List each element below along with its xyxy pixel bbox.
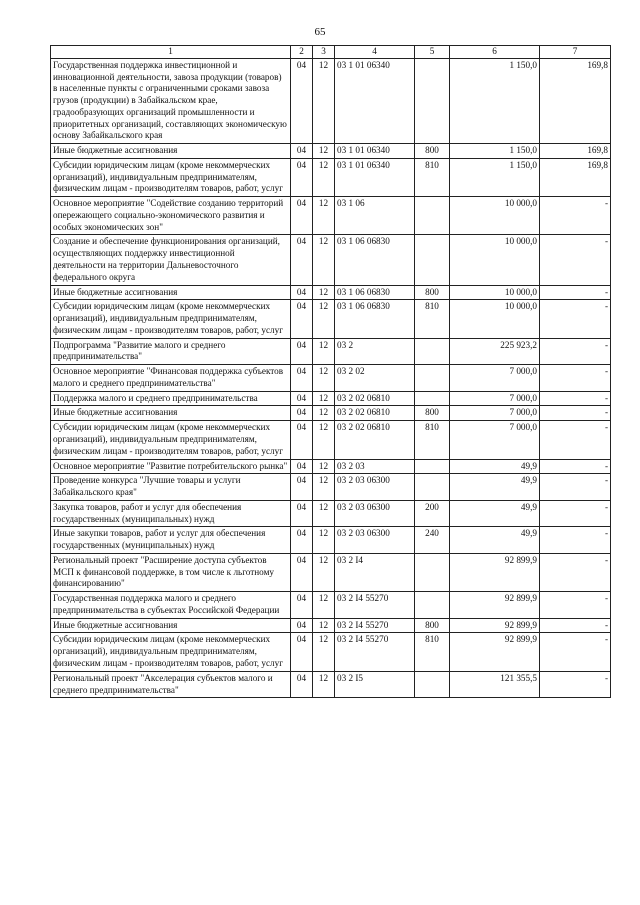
amount-executed: - — [540, 553, 611, 591]
amount-executed: - — [540, 197, 611, 235]
subsection-code: 12 — [313, 527, 335, 554]
item-name: Государственная поддержка малого и среднего предпринимательства в субъектах Российской Федерации — [51, 592, 291, 619]
table-row — [51, 592, 611, 619]
item-name: Закупка товаров, работ и услуг для обеспечения государственных (муниципальных) нужд — [51, 500, 291, 527]
table-row — [51, 300, 611, 338]
item-name: Основное мероприятие "Содействие созданию территорий опережающего социально-экономического развития и особых экономических зон" — [51, 197, 291, 235]
table-row — [51, 158, 611, 196]
target-article-code: 03 2 02 06810 — [335, 421, 415, 459]
amount: 7 000,0 — [450, 391, 540, 406]
expense-type-code — [415, 459, 450, 474]
amount: 92 899,9 — [450, 553, 540, 591]
item-name: Основное мероприятие "Развитие потребительского рынка" — [51, 459, 291, 474]
subsection-code: 12 — [313, 633, 335, 671]
item-name: Региональный проект "Акселерация субъектов малого и среднего предпринимательства" — [51, 671, 291, 698]
target-article-code: 03 2 I4 55270 — [335, 618, 415, 633]
section-code: 04 — [291, 459, 313, 474]
subsection-code: 12 — [313, 500, 335, 527]
section-code: 04 — [291, 406, 313, 421]
expense-type-code: 810 — [415, 633, 450, 671]
amount: 10 000,0 — [450, 235, 540, 285]
table-row — [51, 338, 611, 365]
expense-type-code — [415, 391, 450, 406]
col-header: 5 — [415, 46, 450, 59]
col-header: 3 — [313, 46, 335, 59]
table-row — [51, 365, 611, 392]
subsection-code: 12 — [313, 158, 335, 196]
table-row — [51, 553, 611, 591]
table-row — [51, 459, 611, 474]
target-article-code: 03 2 03 06300 — [335, 474, 415, 501]
item-name: Иные бюджетные ассигнования — [51, 285, 291, 300]
amount: 7 000,0 — [450, 365, 540, 392]
target-article-code: 03 1 01 06340 — [335, 144, 415, 159]
amount: 7 000,0 — [450, 421, 540, 459]
expense-type-code — [415, 671, 450, 698]
expense-type-code — [415, 197, 450, 235]
target-article-code: 03 2 I4 55270 — [335, 633, 415, 671]
section-code: 04 — [291, 197, 313, 235]
amount-executed: 169,8 — [540, 144, 611, 159]
table-row — [51, 285, 611, 300]
target-article-code: 03 2 I4 55270 — [335, 592, 415, 619]
amount-executed: - — [540, 671, 611, 698]
section-code: 04 — [291, 285, 313, 300]
subsection-code: 12 — [313, 618, 335, 633]
expense-type-code: 810 — [415, 300, 450, 338]
amount-executed: - — [540, 338, 611, 365]
expense-type-code — [415, 592, 450, 619]
table-row — [51, 474, 611, 501]
amount-executed: - — [540, 300, 611, 338]
amount: 1 150,0 — [450, 58, 540, 143]
subsection-code: 12 — [313, 235, 335, 285]
target-article-code: 03 2 03 06300 — [335, 500, 415, 527]
target-article-code: 03 2 I4 — [335, 553, 415, 591]
section-code: 04 — [291, 235, 313, 285]
amount: 49,9 — [450, 500, 540, 527]
target-article-code: 03 2 02 — [335, 365, 415, 392]
section-code: 04 — [291, 527, 313, 554]
section-code: 04 — [291, 553, 313, 591]
amount: 92 899,9 — [450, 633, 540, 671]
subsection-code: 12 — [313, 553, 335, 591]
item-name: Региональный проект "Расширение доступа субъектов МСП к финансовой поддержке, в том числе к льготному финансированию" — [51, 553, 291, 591]
col-header: 4 — [335, 46, 415, 59]
table-row — [51, 421, 611, 459]
item-name: Основное мероприятие "Финансовая поддержка субъектов малого и среднего предпринимательства" — [51, 365, 291, 392]
section-code: 04 — [291, 633, 313, 671]
expense-type-code — [415, 338, 450, 365]
amount: 225 923,2 — [450, 338, 540, 365]
amount-executed: - — [540, 459, 611, 474]
amount: 7 000,0 — [450, 406, 540, 421]
amount-executed: 169,8 — [540, 158, 611, 196]
col-header: 1 — [51, 46, 291, 59]
amount-executed: - — [540, 618, 611, 633]
amount: 49,9 — [450, 527, 540, 554]
amount-executed: - — [540, 406, 611, 421]
amount: 92 899,9 — [450, 592, 540, 619]
subsection-code: 12 — [313, 58, 335, 143]
amount-executed: 169,8 — [540, 58, 611, 143]
item-name: Субсидии юридическим лицам (кроме некоммерческих организаций), индивидуальным предпринимателям, физическим лицам - производителям товаров, работ, услуг — [51, 421, 291, 459]
amount: 92 899,9 — [450, 618, 540, 633]
target-article-code: 03 1 01 06340 — [335, 58, 415, 143]
subsection-code: 12 — [313, 338, 335, 365]
col-header: 6 — [450, 46, 540, 59]
target-article-code: 03 1 06 06830 — [335, 235, 415, 285]
expense-type-code: 800 — [415, 618, 450, 633]
subsection-code: 12 — [313, 300, 335, 338]
header-row — [51, 46, 611, 59]
target-article-code: 03 2 02 06810 — [335, 391, 415, 406]
amount-executed: - — [540, 365, 611, 392]
section-code: 04 — [291, 500, 313, 527]
subsection-code: 12 — [313, 592, 335, 619]
table-row — [51, 618, 611, 633]
amount-executed: - — [540, 391, 611, 406]
subsection-code: 12 — [313, 421, 335, 459]
item-name: Проведение конкурса "Лучшие товары и услуги Забайкальского края" — [51, 474, 291, 501]
expense-type-code — [415, 58, 450, 143]
amount: 49,9 — [450, 459, 540, 474]
section-code: 04 — [291, 592, 313, 619]
section-code: 04 — [291, 158, 313, 196]
section-code: 04 — [291, 338, 313, 365]
subsection-code: 12 — [313, 671, 335, 698]
amount-executed: - — [540, 500, 611, 527]
table-row — [51, 633, 611, 671]
expense-type-code: 240 — [415, 527, 450, 554]
section-code: 04 — [291, 365, 313, 392]
target-article-code: 03 2 I5 — [335, 671, 415, 698]
page-number: 65 — [314, 26, 326, 38]
expense-type-code: 800 — [415, 144, 450, 159]
table-row — [51, 197, 611, 235]
amount: 49,9 — [450, 474, 540, 501]
expense-type-code: 810 — [415, 421, 450, 459]
subsection-code: 12 — [313, 406, 335, 421]
item-name: Подпрограмма "Развитие малого и среднего предпринимательства" — [51, 338, 291, 365]
item-name: Государственная поддержка инвестиционной и инновационной деятельности, завоза продукции (товаров) в населенные пункты с ограниченными сроками завоза грузов (продукции) в Забайкальском крае, градообразующих организаций промышленности и приоритетных организаций, составляющих экономическую основу Забайкальского края — [51, 58, 291, 143]
amount-executed: - — [540, 592, 611, 619]
item-name: Иные бюджетные ассигнования — [51, 618, 291, 633]
target-article-code: 03 2 03 06300 — [335, 527, 415, 554]
budget-table — [50, 45, 611, 698]
section-code: 04 — [291, 144, 313, 159]
table-row — [51, 58, 611, 143]
section-code: 04 — [291, 671, 313, 698]
target-article-code: 03 2 03 — [335, 459, 415, 474]
col-header: 7 — [540, 46, 611, 59]
target-article-code: 03 1 06 — [335, 197, 415, 235]
target-article-code: 03 1 06 06830 — [335, 285, 415, 300]
item-name: Субсидии юридическим лицам (кроме некоммерческих организаций), индивидуальным предпринимателям, физическим лицам - производителям товаров, работ, услуг — [51, 633, 291, 671]
expense-type-code: 200 — [415, 500, 450, 527]
expense-type-code — [415, 553, 450, 591]
expense-type-code: 800 — [415, 406, 450, 421]
item-name: Субсидии юридическим лицам (кроме некоммерческих организаций), индивидуальным предпринимателям, физическим лицам - производителям товаров, работ, услуг — [51, 158, 291, 196]
subsection-code: 12 — [313, 474, 335, 501]
item-name: Иные бюджетные ассигнования — [51, 406, 291, 421]
subsection-code: 12 — [313, 144, 335, 159]
subsection-code: 12 — [313, 365, 335, 392]
table-row — [51, 671, 611, 698]
item-name: Иные бюджетные ассигнования — [51, 144, 291, 159]
amount: 10 000,0 — [450, 300, 540, 338]
amount-executed: - — [540, 633, 611, 671]
subsection-code: 12 — [313, 459, 335, 474]
expense-type-code: 800 — [415, 285, 450, 300]
amount-executed: - — [540, 421, 611, 459]
target-article-code: 03 2 02 06810 — [335, 406, 415, 421]
expense-type-code — [415, 235, 450, 285]
section-code: 04 — [291, 618, 313, 633]
table-row — [51, 235, 611, 285]
table-row — [51, 391, 611, 406]
section-code: 04 — [291, 474, 313, 501]
section-code: 04 — [291, 58, 313, 143]
amount-executed: - — [540, 527, 611, 554]
expense-type-code — [415, 474, 450, 501]
amount-executed: - — [540, 474, 611, 501]
section-code: 04 — [291, 391, 313, 406]
table-row — [51, 144, 611, 159]
amount: 1 150,0 — [450, 144, 540, 159]
item-name: Создание и обеспечение функционирования организаций, осуществляющих поддержку инвестиционной деятельности на территории Дальневосточного федерального округа — [51, 235, 291, 285]
table-row — [51, 527, 611, 554]
expense-type-code: 810 — [415, 158, 450, 196]
section-code: 04 — [291, 421, 313, 459]
amount-executed: - — [540, 235, 611, 285]
subsection-code: 12 — [313, 391, 335, 406]
target-article-code: 03 1 06 06830 — [335, 300, 415, 338]
amount: 10 000,0 — [450, 197, 540, 235]
item-name: Иные закупки товаров, работ и услуг для обеспечения государственных (муниципальных) нужд — [51, 527, 291, 554]
expense-type-code — [415, 365, 450, 392]
amount: 1 150,0 — [450, 158, 540, 196]
section-code: 04 — [291, 300, 313, 338]
amount: 10 000,0 — [450, 285, 540, 300]
col-header: 2 — [291, 46, 313, 59]
subsection-code: 12 — [313, 285, 335, 300]
table-row — [51, 500, 611, 527]
amount: 121 355,5 — [450, 671, 540, 698]
item-name: Поддержка малого и среднего предпринимательства — [51, 391, 291, 406]
table-row — [51, 406, 611, 421]
subsection-code: 12 — [313, 197, 335, 235]
item-name: Субсидии юридическим лицам (кроме некоммерческих организаций), индивидуальным предпринимателям, физическим лицам - производителям товаров, работ, услуг — [51, 300, 291, 338]
target-article-code: 03 1 01 06340 — [335, 158, 415, 196]
target-article-code: 03 2 — [335, 338, 415, 365]
amount-executed: - — [540, 285, 611, 300]
